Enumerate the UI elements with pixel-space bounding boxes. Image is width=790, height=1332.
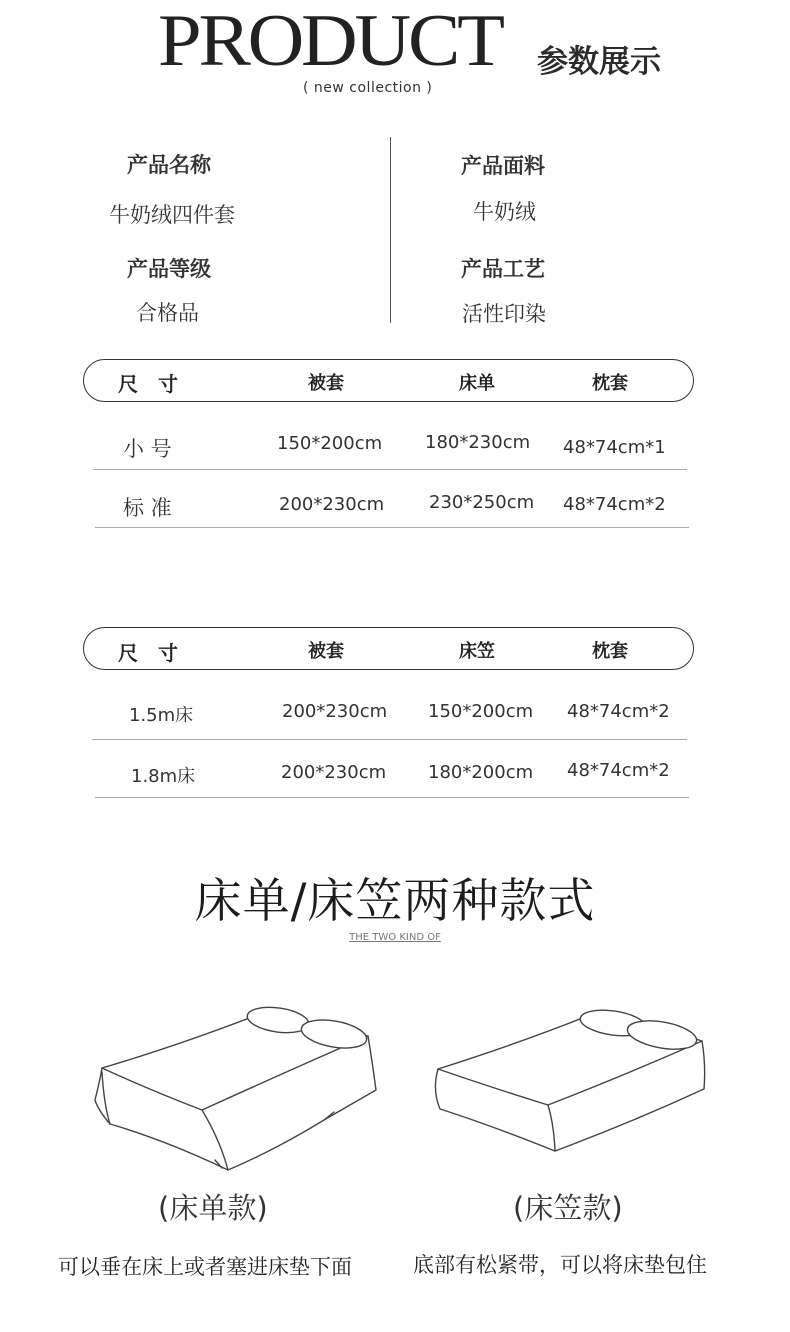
table1-bottom-rule <box>95 527 689 528</box>
table2-row1-duvet: 200*230cm <box>282 701 388 722</box>
flat-sheet-description: 可以垂在床上或者塞进床垫下面 <box>58 1255 352 1279</box>
product-grade-value: 合格品 <box>136 301 199 325</box>
table2-row1-fitted: 150*200cm <box>428 701 534 722</box>
table2-row1-size: 1.5m床 <box>129 705 194 726</box>
table2-row1-pillow: 48*74cm*2 <box>567 701 670 722</box>
table2-row2-fitted: 180*200cm <box>428 762 534 783</box>
table2-header-duvet: 被套 <box>308 641 344 662</box>
table1-row1-sheet: 180*230cm <box>425 432 531 453</box>
product-fabric-value: 牛奶绒 <box>473 200 536 224</box>
fitted-sheet-bed-illustration <box>430 1005 710 1155</box>
info-divider <box>390 137 391 323</box>
types-title: 床单/床笠两种款式 <box>194 874 596 929</box>
table2-header-pillow: 枕套 <box>592 641 628 662</box>
page-subtitle: ( new collection ) <box>303 80 433 96</box>
types-subtitle: THE TWO KIND OF <box>349 932 441 943</box>
product-name-label: 产品名称 <box>127 153 211 177</box>
table2-header-fitted: 床笠 <box>459 641 495 662</box>
product-name-value: 牛奶绒四件套 <box>109 203 235 227</box>
table1-header-pillow: 枕套 <box>592 373 628 394</box>
table1-row1-size: 小 号 <box>123 437 172 461</box>
table2-row2-pillow: 48*74cm*2 <box>567 760 670 781</box>
page-title-cn: 参数展示 <box>537 44 661 80</box>
product-craft-value: 活性印染 <box>462 302 546 326</box>
table1-header-duvet: 被套 <box>308 373 344 394</box>
table1-row2-pillow: 48*74cm*2 <box>563 494 666 515</box>
fitted-sheet-description: 底部有松紧带，可以将床垫包住 <box>413 1253 707 1277</box>
product-fabric-label: 产品面料 <box>461 154 545 178</box>
table1-row2-sheet: 230*250cm <box>429 492 535 513</box>
table1-row1-pillow: 48*74cm*1 <box>563 437 666 458</box>
table2-row-divider <box>92 739 687 740</box>
fitted-sheet-caption: (床笠款) <box>513 1191 623 1225</box>
table1-row2-duvet: 200*230cm <box>279 494 385 515</box>
table2-bottom-rule <box>95 797 689 798</box>
flat-sheet-caption: (床单款) <box>158 1191 268 1225</box>
table2-row2-duvet: 200*230cm <box>281 762 387 783</box>
table2-header-size: 尺 寸 <box>118 641 178 665</box>
flat-sheet-bed-illustration <box>90 1000 380 1175</box>
table1-header-sheet: 床单 <box>459 373 495 394</box>
table1-row-divider <box>93 469 687 470</box>
product-craft-label: 产品工艺 <box>461 257 545 281</box>
product-grade-label: 产品等级 <box>127 257 211 281</box>
table1-row1-duvet: 150*200cm <box>277 433 383 454</box>
table2-row2-size: 1.8m床 <box>131 766 196 787</box>
page-title: PRODUCT <box>158 0 502 82</box>
table1-row2-size: 标 准 <box>123 496 172 520</box>
table1-header-size: 尺 寸 <box>118 372 178 396</box>
